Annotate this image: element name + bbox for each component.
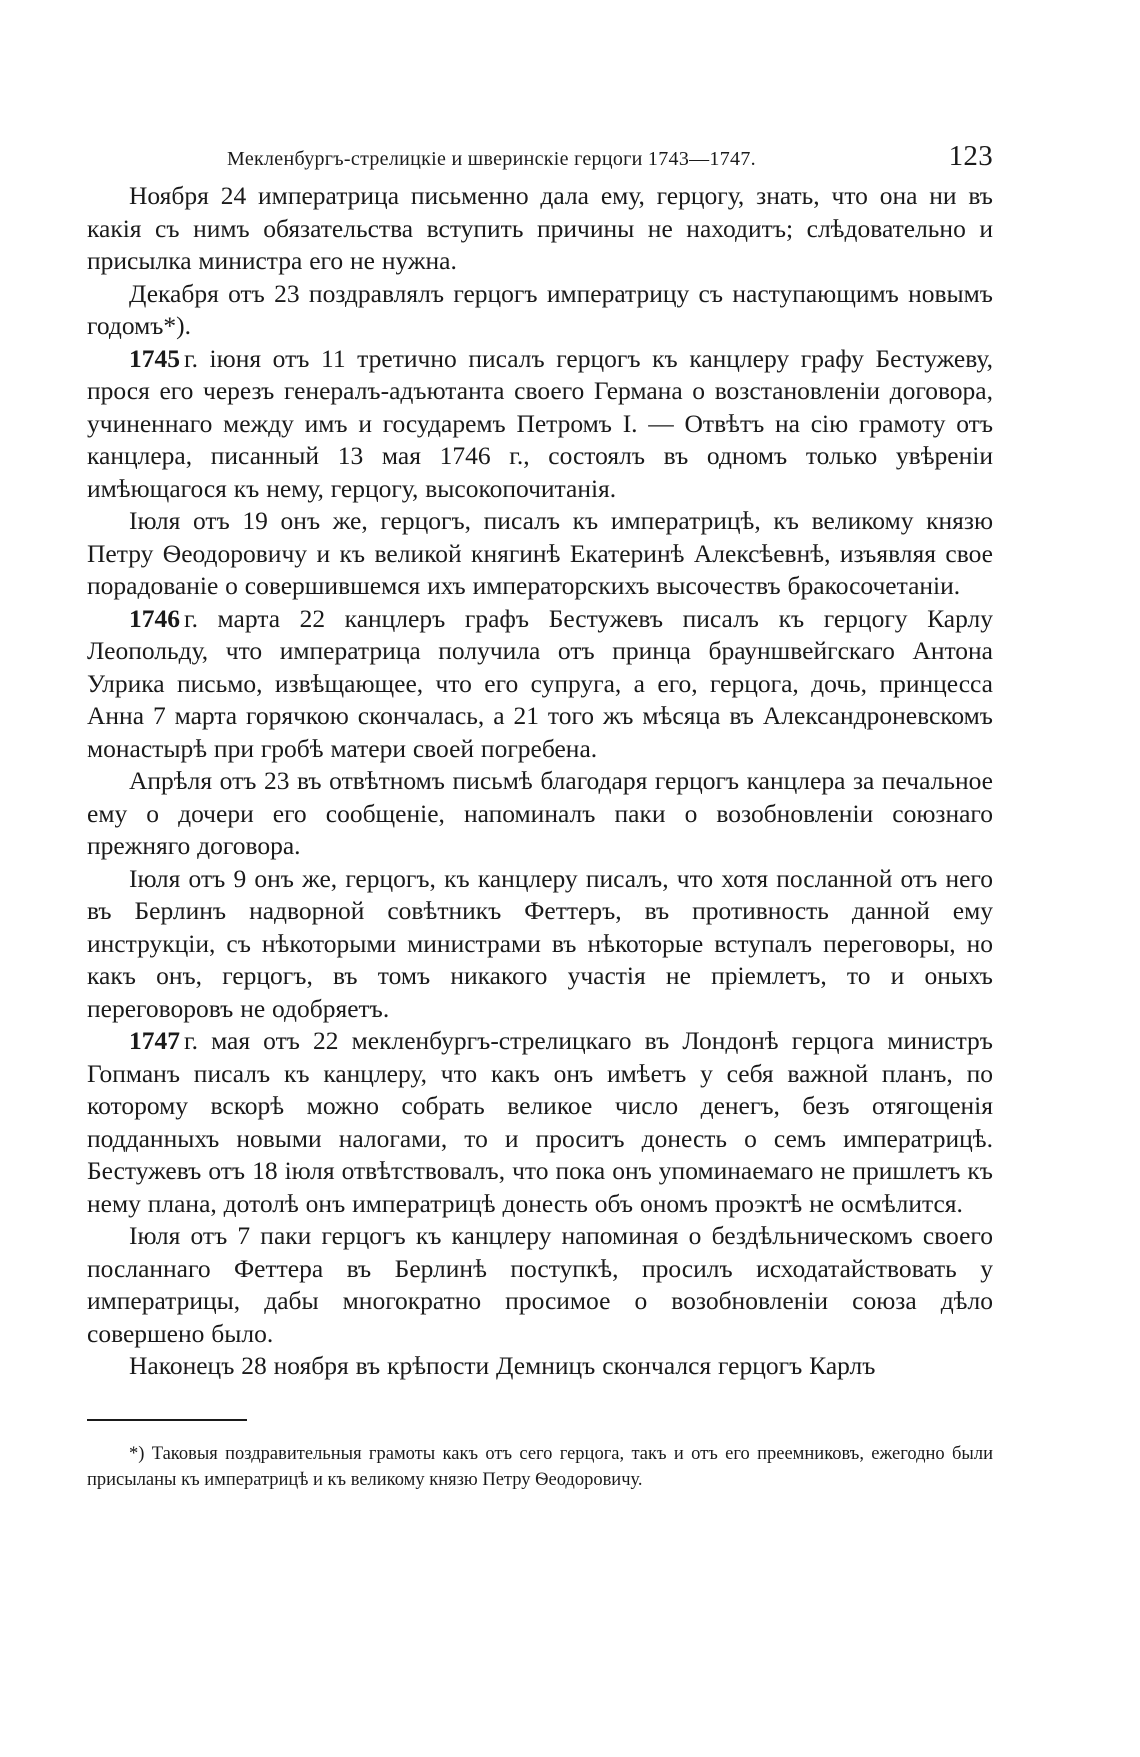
paragraph-text: Іюля отъ 9 онъ же, герцогъ, къ канцлеру писалъ, что хотя посланной отъ него въ Берлинъ надворной совѣтникъ Феттеръ, въ противность данной ему инструкціи, съ нѣкоторыми министрами въ нѣкоторые вступалъ переговоры, но какъ онъ, герцогъ, въ томъ никакого участія не пріемлетъ, то и оныхъ переговоровъ не одобряетъ. [87,863,993,1023]
paragraph-text: Іюля отъ 19 онъ же, герцогъ, писалъ къ императрицѣ, къ великому князю Петру Ѳеодоровичу и къ великой княгинѣ Екатеринѣ Алексѣевнѣ, изъявляя свое порадованіе о совершившемся ихъ императорскихъ высочествъ бракосочетаніи. [87,506,993,600]
paragraph-4 [87,505,993,603]
paragraph-5 [87,603,993,766]
paragraph-text: Декабря отъ 23 поздравлялъ герцогъ императрицу съ наступающимъ новымъ годомъ*). [87,278,993,340]
paragraph-text: Наконецъ 28 ноября въ крѣпости Демницъ скончался герцогъ Карлъ [129,1351,876,1380]
footnote: *) Таковыя поздравительныя грамоты какъ отъ сего герцога, такъ и отъ его преемниковъ, ежегодно были присыланы къ императрицѣ и къ великому князю Петру Ѳеодоровичу. [87,1443,993,1490]
paragraph-text: Ноября 24 императрица письменно дала ему, герцогу, знать, что она ни въ какія съ нимъ обязательства вступить причины не находитъ; слѣдовательно и присылка министра его не нужна. [87,181,993,275]
year-label: 1745 [129,343,180,373]
book-page [87,140,993,1493]
running-title: Мекленбургъ-стрелицкіе и шверинскіе герцоги 1743—1747. [227,148,756,170]
paragraph-text: Іюля отъ 7 паки герцогъ къ канцлеру напоминая о бездѣльническомъ своего посланнаго Феттера въ Берлинѣ поступкѣ, просилъ исходатайствовать у императрицы, дабы многократно просимое о возобновленіи союза дѣло совершено было. [87,1221,993,1348]
running-head [87,140,993,180]
year-label: 1746 [129,603,180,633]
page-number: 123 [948,140,993,172]
body-text [87,180,993,1383]
paragraph-10 [87,1350,993,1383]
year-label: 1747 [129,1026,180,1055]
paragraph-3 [87,343,993,506]
paragraph-text: г. мая отъ 22 мекленбургъ-стрелицкаго въ Лондонѣ герцога министръ Гопманъ писалъ къ канцлеру, что какъ онъ имѣетъ у себя важной планъ, по которому вскорѣ можно собрать великое число денегъ, безъ отягощенія подданныхъ новыми налогами, то и проситъ донесть о семъ императрицѣ. Бестужевъ отъ 18 іюля отвѣтствовалъ, что пока онъ упоминаемаго не пришлетъ къ нему плана, дотолѣ онъ императрицѣ донесть объ ономъ проэктѣ не осмѣлится. [87,1026,993,1218]
paragraph-text: г. марта 22 канцлеръ графъ Бестужевъ писалъ къ герцогу Карлу Леопольду, что императрица получила отъ принца брауншвейгскаго Антона Улрика письмо, извѣщающее, что его супруга, а его, герцога, дочь, принцесса Анна 7 марта горячкою скончалась, а 21 того жъ мѣсяца въ Александроневскомъ монастырѣ при гробѣ матери своей погребена. [87,603,993,763]
paragraph-7 [87,863,993,1026]
paragraph-9 [87,1220,993,1350]
paragraph-6 [87,765,993,863]
paragraph-2 [87,278,993,343]
paragraph-text: Апрѣля отъ 23 въ отвѣтномъ письмѣ благодаря герцогъ канцлера за печальное ему о дочери его сообщеніе, напоминалъ паки о возобновленіи союзнаго прежняго договора. [87,766,993,860]
paragraph-1 [87,180,993,278]
footnote-divider [87,1419,247,1421]
paragraph-8 [87,1025,993,1220]
paragraph-text: г. іюня отъ 11 третично писалъ герцогъ къ канцлеру графу Бестужеву, прося его черезъ генералъ-адъютанта своего Германа о возстановленіи договора, учиненнаго между имъ и государемъ Петромъ I. — Отвѣтъ на сію грамоту отъ канцлера, писанный 13 мая 1746 г., состоялъ въ одномъ только увѣреніи имѣющагося къ нему, герцогу, высокопочитанія. [87,343,993,503]
